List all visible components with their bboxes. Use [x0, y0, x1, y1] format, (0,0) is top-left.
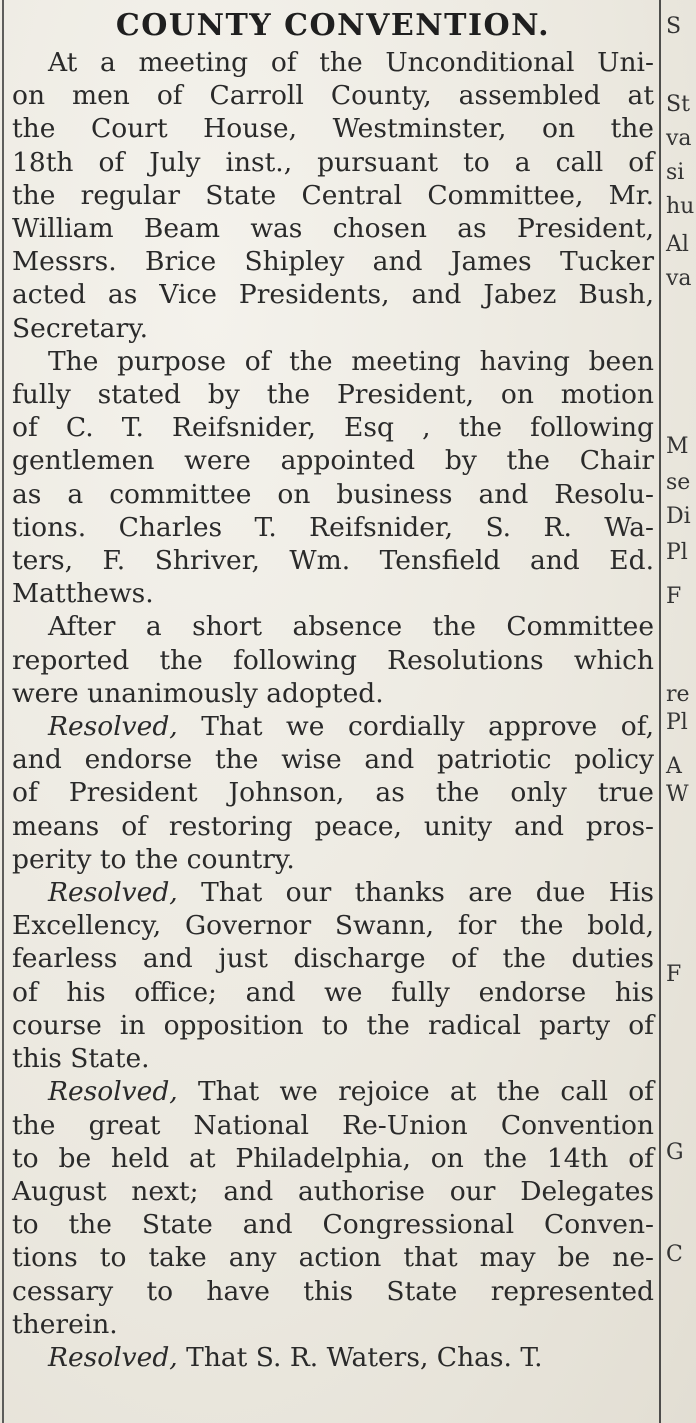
article-line: cessary to have this State represented: [12, 1275, 654, 1307]
adjacent-fragment: Di: [666, 504, 691, 529]
article-line: Resolved, That our thanks are due His: [48, 877, 654, 909]
article-line: Resolved, That S. R. Waters, Chas. T.: [48, 1341, 543, 1373]
article-line: William Beam was chosen as President,: [12, 213, 654, 245]
article-line: Messrs. Brice Shipley and James Tucker: [12, 246, 654, 278]
adjacent-fragment: S: [666, 14, 682, 39]
article-line: the regular State Central Committee, Mr.: [12, 179, 654, 211]
article-line: therein.: [12, 1308, 118, 1340]
article-line: this State.: [12, 1043, 150, 1075]
article-line: Resolved, That we cordially approve of,: [48, 711, 654, 743]
article-line: gentlemen were appointed by the Chair: [12, 445, 654, 477]
adjacent-fragment: A: [666, 754, 682, 779]
article-line: and endorse the wise and patriotic policy: [12, 744, 654, 776]
article-line: as a committee on business and Resolu-: [12, 478, 654, 510]
adjacent-column-fragments: [664, 0, 696, 1423]
article-line: Resolved, That we rejoice at the call of: [48, 1076, 654, 1108]
article-line: 18th of July inst., pursuant to a call of: [12, 146, 654, 178]
adjacent-fragment: G: [666, 1140, 684, 1165]
article-line: perity to the country.: [12, 843, 295, 875]
article-line: After a short absence the Committee: [48, 611, 654, 643]
adjacent-fragment: W: [666, 782, 689, 807]
article-line: to be held at Philadelphia, on the 14th of: [12, 1142, 654, 1174]
article-line: Excellency, Governor Swann, for the bold,: [12, 910, 654, 942]
resolved-italic: Resolved,: [48, 711, 178, 743]
article-column: [12, 0, 654, 1374]
resolved-italic: Resolved,: [48, 1341, 178, 1373]
article-line: reported the following Resolutions which: [12, 644, 654, 676]
article-line: Matthews.: [12, 578, 154, 610]
adjacent-fragment: F: [666, 584, 682, 609]
adjacent-fragment: re: [666, 682, 690, 707]
article-line: of President Johnson, as the only true: [12, 777, 654, 809]
adjacent-fragment: Al: [666, 232, 689, 257]
article-line: acted as Vice Presidents, and Jabez Bush,: [12, 279, 654, 311]
article-line: were unanimously adopted.: [12, 677, 384, 709]
article-line: the Court House, Westminster, on the: [12, 113, 654, 145]
article-line: fearless and just discharge of the duties: [12, 943, 654, 975]
article-line: The purpose of the meeting having been: [48, 345, 654, 377]
article-line: means of restoring peace, unity and pros-: [12, 810, 654, 842]
column-divider-rule: [659, 0, 661, 1423]
adjacent-fragment: C: [666, 1242, 683, 1267]
adjacent-fragment: Pl: [666, 710, 688, 735]
article-line: fully stated by the President, on motion: [12, 379, 654, 411]
article-line: August next; and authorise our Delegates: [12, 1175, 654, 1207]
adjacent-fragment: Pl: [666, 540, 688, 565]
left-column-rule: [2, 0, 4, 1423]
adjacent-fragment: va: [666, 266, 692, 291]
adjacent-fragment: St: [666, 92, 690, 117]
article-line: At a meeting of the Unconditional Uni-: [48, 47, 654, 78]
adjacent-fragment: si: [666, 160, 685, 185]
article-line: the great National Re-Union Convention: [12, 1109, 654, 1141]
resolved-italic: Resolved,: [48, 1076, 178, 1108]
article-line: course in opposition to the radical party of: [12, 1009, 654, 1041]
adjacent-fragment: se: [666, 470, 691, 495]
article-line: to the State and Congressional Conven-: [12, 1209, 654, 1241]
adjacent-fragment: M: [666, 434, 689, 459]
article-line: tions to take any action that may be ne-: [12, 1242, 654, 1274]
article-body: [12, 46, 654, 1374]
article-headline: COUNTY CONVENTION.: [115, 8, 551, 43]
article-line: of his office; and we fully endorse his: [12, 976, 654, 1008]
article-line: on men of Carroll County, assembled at: [12, 80, 654, 112]
article-line: tions. Charles T. Reifsnider, S. R. Wa-: [12, 511, 654, 543]
article-line: Secretary.: [12, 312, 149, 344]
article-line: ters, F. Shriver, Wm. Tensfield and Ed.: [12, 545, 654, 577]
article-line: of C. T. Reifsnider, Esq , the following: [12, 412, 654, 444]
resolved-italic: Resolved,: [48, 877, 178, 909]
adjacent-fragment: va: [666, 126, 692, 151]
adjacent-fragment: hu: [666, 194, 695, 219]
adjacent-fragment: F: [666, 962, 682, 987]
